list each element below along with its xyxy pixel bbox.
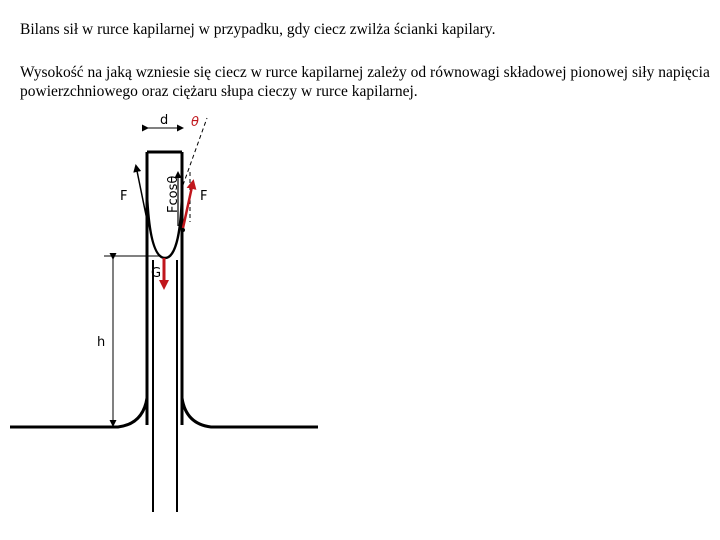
liquid-surface-left [10,398,147,427]
force-arrow-right [183,182,193,228]
label-g: G [151,266,162,281]
contact-point [181,228,185,232]
label-fcos: Fcosθ [166,175,181,213]
label-f-right: F [200,189,208,204]
label-d: d [160,113,169,128]
label-f-left: F [120,189,128,204]
label-theta: θ [191,115,199,130]
description-paragraph: Wysokość na jaką wzniesie się ciecz w rurce kapilarnej zależy od równowagi składowej pionowej siły napięcia powierzchniowego oraz ciężaru słupa cieczy w rurce kapilarnej. [20,64,710,100]
liquid-surface-right [182,398,318,427]
label-h: h [97,335,106,350]
slide-title: Bilans sił w rurce kapilarnej w przypadku, gdy ciecz zwilża ścianki kapilary. [20,21,496,38]
